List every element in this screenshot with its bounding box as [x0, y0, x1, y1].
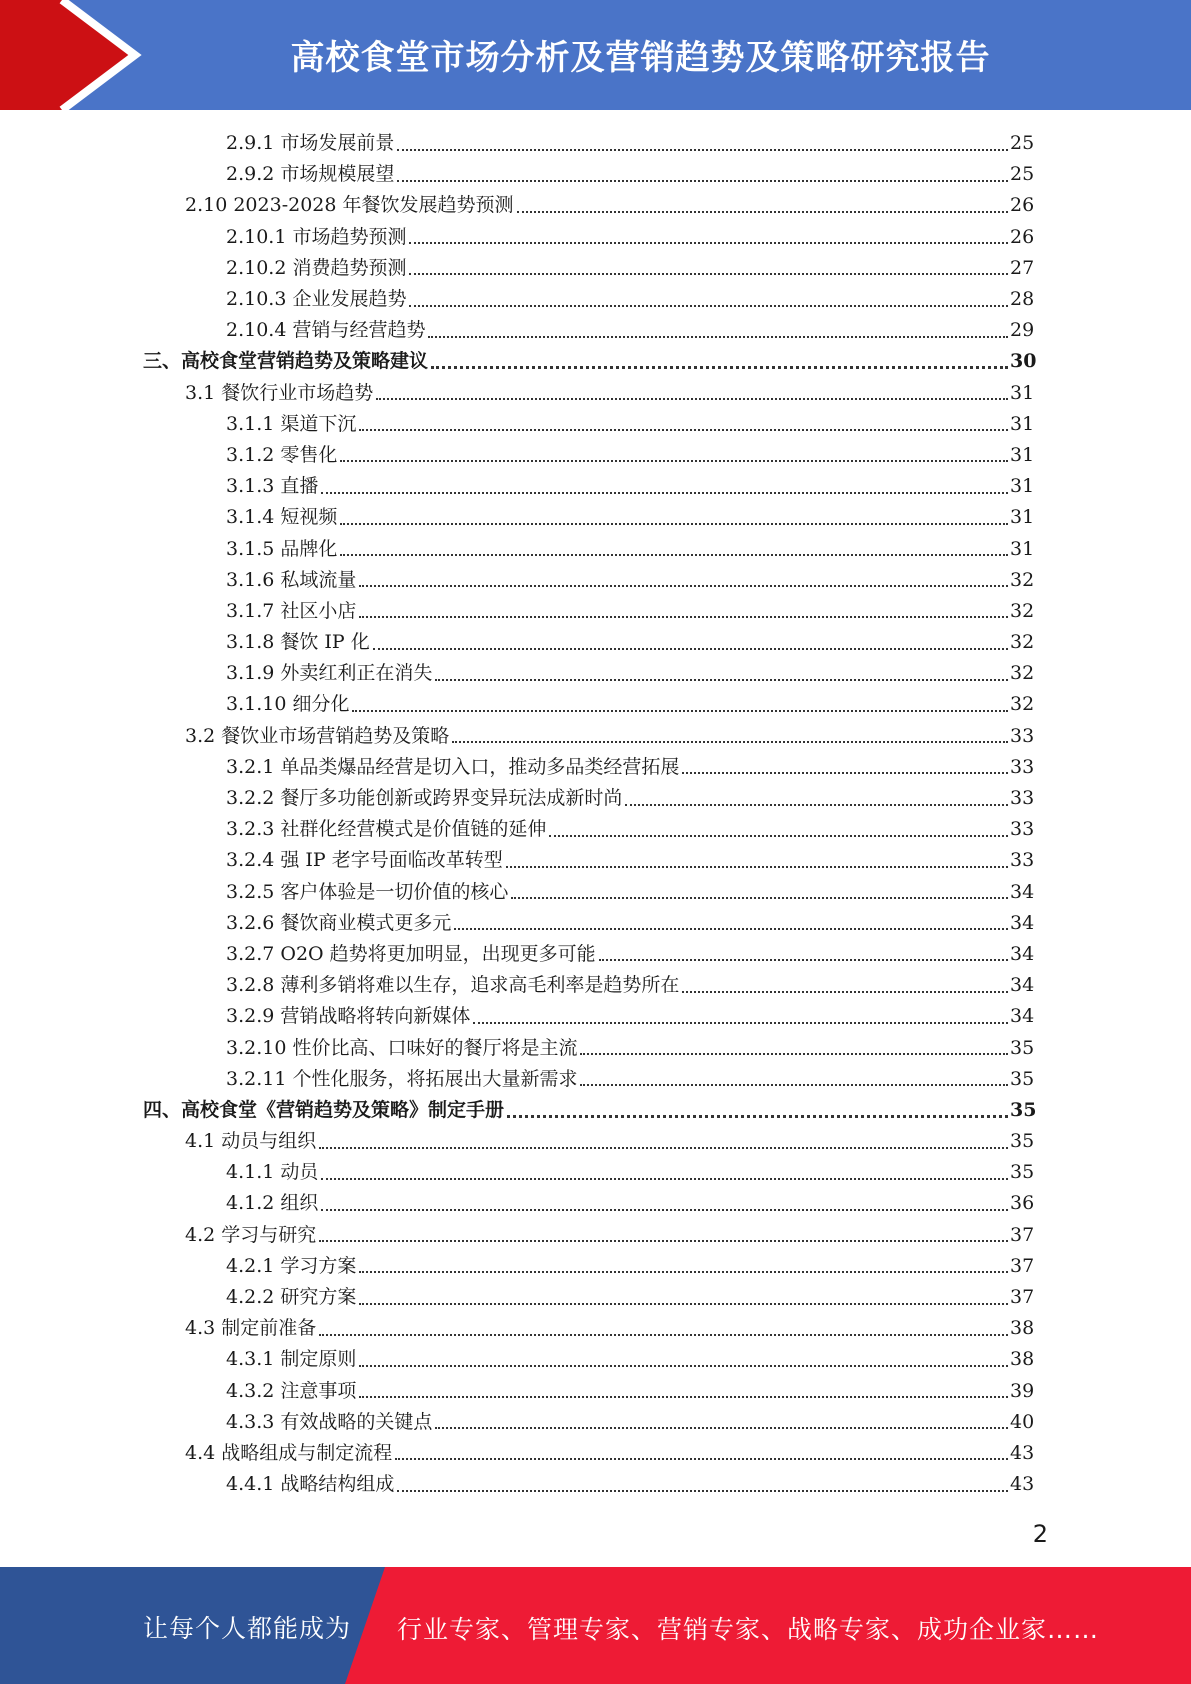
toc-entry[interactable] [0, 440, 1191, 471]
toc-entry-page: 32 [1010, 599, 1035, 622]
toc-dot-leader [359, 598, 1008, 618]
toc-entry-title: 3.2.10 性价比高、口味好的餐厅将是主流 [226, 1036, 578, 1059]
toc-entry[interactable] [0, 970, 1191, 1001]
toc-dot-leader [435, 1409, 1008, 1429]
toc-dot-leader [319, 1316, 1008, 1336]
toc-dot-leader [321, 474, 1008, 494]
toc-entry-title: 3.2.2 餐厅多功能创新或跨界变异玩法成新时尚 [226, 787, 623, 810]
toc-entry-page: 35 [1010, 1098, 1037, 1121]
toc-entry[interactable] [0, 814, 1191, 845]
toc-entry-page: 40 [1010, 1410, 1035, 1433]
toc-entry-page: 32 [1010, 568, 1035, 591]
toc-entry-title: 2.10.1 市场趋势预测 [226, 225, 407, 248]
toc-entry[interactable] [0, 596, 1191, 627]
toc-dot-leader [359, 1347, 1008, 1367]
toc-entry-page: 31 [1010, 381, 1035, 404]
toc-entry-page: 29 [1010, 319, 1035, 342]
toc-dot-leader [340, 536, 1008, 556]
toc-dot-leader [340, 505, 1008, 525]
toc-entry[interactable] [0, 128, 1191, 159]
toc-entry-title: 4.3.2 注意事项 [226, 1379, 357, 1402]
toc-entry-title: 2.10.4 营销与经营趋势 [226, 319, 426, 342]
toc-entry-page: 32 [1010, 693, 1035, 716]
toc-entry[interactable] [0, 565, 1191, 596]
toc-entry-page: 34 [1010, 911, 1035, 934]
toc-entry-title: 3.2.5 客户体验是一切价值的核心 [226, 880, 509, 903]
toc-entry-title: 3.2.7 O2O 趋势将更加明显，出现更多可能 [226, 942, 596, 965]
toc-entry-page: 33 [1010, 724, 1035, 747]
toc-dot-leader [435, 661, 1008, 681]
toc-entry[interactable] [0, 1001, 1191, 1032]
toc-entry[interactable] [0, 284, 1191, 315]
toc-entry-page: 38 [1010, 1317, 1035, 1340]
toc-entry-page: 43 [1010, 1441, 1035, 1464]
toc-entry[interactable] [0, 1126, 1191, 1157]
toc-entry-title: 3.1.9 外卖红利正在消失 [226, 662, 433, 685]
toc-entry-page: 35 [1010, 1161, 1035, 1184]
toc-dot-leader [397, 162, 1008, 182]
toc-dot-leader [409, 255, 1008, 275]
toc-dot-leader [473, 1004, 1008, 1024]
toc-entry-title: 4.4 战略组成与制定流程 [185, 1441, 393, 1464]
toc-entry-title: 3.1.8 餐饮 IP 化 [226, 631, 370, 654]
toc-entry-title: 4.2.1 学习方案 [226, 1254, 357, 1277]
toc-entry-title: 3.1.3 直播 [226, 475, 319, 498]
toc-entry[interactable] [0, 533, 1191, 564]
toc-dot-leader [625, 786, 1008, 806]
toc-entry[interactable] [0, 1344, 1191, 1375]
toc-entry[interactable] [0, 877, 1191, 908]
toc-entry[interactable] [0, 1313, 1191, 1344]
toc-entry[interactable] [0, 315, 1191, 346]
toc-dot-leader [549, 817, 1008, 837]
toc-entry-page: 27 [1010, 256, 1035, 279]
toc-dot-leader [517, 193, 1008, 213]
toc-entry-page: 31 [1010, 537, 1035, 560]
toc-entry-title: 3.2 餐饮业市场营销趋势及策略 [185, 724, 450, 747]
toc-entry[interactable] [0, 1064, 1191, 1095]
toc-entry[interactable] [0, 752, 1191, 783]
toc-entry-page: 25 [1010, 163, 1035, 186]
toc-entry-title: 3.2.8 薄利多销将难以生存，追求高毛利率是趋势所在 [226, 974, 680, 997]
toc-entry-page: 30 [1010, 350, 1037, 373]
toc-entry-title: 2.10 2023-2028 年餐饮发展趋势预测 [185, 194, 514, 217]
toc-entry-page: 32 [1010, 631, 1035, 654]
toc-dot-leader [359, 1378, 1008, 1398]
toc-dot-leader [580, 1066, 1008, 1086]
report-title: 高校食堂市场分析及营销趋势及策略研究报告 [290, 38, 991, 78]
toc-dot-leader [359, 1253, 1008, 1273]
footer-roles: 行业专家、管理专家、营销专家、战略专家、成功企业家…… [397, 1615, 1100, 1644]
toc-dot-leader [373, 630, 1008, 650]
toc-dot-leader [359, 411, 1008, 431]
toc-entry-page: 32 [1010, 662, 1035, 685]
toc-entry[interactable] [0, 783, 1191, 814]
toc-entry-page: 37 [1010, 1254, 1035, 1277]
toc-entry[interactable] [0, 627, 1191, 658]
toc-entry-title: 3.2.6 餐饮商业模式更多元 [226, 911, 452, 934]
toc-entry-title: 4.2 学习与研究 [185, 1223, 317, 1246]
toc-entry-page: 35 [1010, 1036, 1035, 1059]
toc-entry-title: 3.2.9 营销战略将转向新媒体 [226, 1005, 471, 1028]
toc-dot-leader [352, 692, 1008, 712]
toc-entry-title: 2.10.2 消费趋势预测 [226, 256, 407, 279]
toc-entry-title: 3.1 餐饮行业市场趋势 [185, 381, 374, 404]
toc-entry[interactable] [0, 1095, 1191, 1126]
toc-entry[interactable] [0, 1376, 1191, 1407]
toc-entry-title: 3.2.4 强 IP 老字号面临改革转型 [226, 849, 503, 872]
toc-entry-title: 2.9.1 市场发展前景 [226, 132, 395, 155]
toc-entry-title: 3.2.1 单品类爆品经营是切入口，推动多品类经营拓展 [226, 755, 680, 778]
toc-entry-title: 3.1.10 细分化 [226, 693, 350, 716]
toc-entry-title: 2.10.3 企业发展趋势 [226, 288, 407, 311]
toc-entry[interactable] [0, 190, 1191, 221]
toc-entry-page: 35 [1010, 1130, 1035, 1153]
toc-dot-leader [321, 1191, 1008, 1211]
toc-entry-page: 31 [1010, 443, 1035, 466]
toc-entry[interactable] [0, 721, 1191, 752]
toc-entry[interactable] [0, 378, 1191, 409]
toc-entry-title: 4.1 动员与组织 [185, 1130, 317, 1153]
toc-entry[interactable] [0, 1220, 1191, 1251]
toc-dot-leader [682, 973, 1008, 993]
toc-dot-leader [359, 567, 1008, 587]
toc-entry-title: 3.1.6 私域流量 [226, 568, 357, 591]
toc-entry-title: 4.4.1 战略结构组成 [226, 1473, 395, 1496]
toc-dot-leader [409, 287, 1008, 307]
toc-entry-title: 3.1.5 品牌化 [226, 537, 338, 560]
toc-dot-leader [397, 131, 1008, 151]
toc-entry[interactable] [0, 1032, 1191, 1063]
toc-entry[interactable] [0, 1407, 1191, 1438]
toc-entry-page: 35 [1010, 1067, 1035, 1090]
toc-dot-leader [319, 1129, 1008, 1149]
toc-entry-title: 4.3.3 有效战略的关键点 [226, 1410, 433, 1433]
toc-dot-leader [507, 1097, 1008, 1118]
toc-entry-title: 2.9.2 市场规模展望 [226, 163, 395, 186]
toc-entry-title: 3.2.3 社群化经营模式是价值链的延伸 [226, 818, 547, 841]
toc-entry-page: 34 [1010, 880, 1035, 903]
toc-entry-title: 3.1.7 社区小店 [226, 599, 357, 622]
toc-dot-leader [682, 754, 1008, 774]
toc-entry-page: 31 [1010, 506, 1035, 529]
toc-entry[interactable] [0, 845, 1191, 876]
toc-dot-leader [454, 910, 1008, 930]
table-of-contents [0, 128, 1191, 1500]
footer-slogan: 让每个人都能成为 [143, 1614, 352, 1643]
toc-entry[interactable] [0, 471, 1191, 502]
toc-entry[interactable] [0, 253, 1191, 284]
toc-entry-page: 33 [1010, 787, 1035, 810]
toc-entry-page: 33 [1010, 849, 1035, 872]
toc-dot-leader [376, 380, 1008, 400]
toc-dot-leader [395, 1440, 1008, 1460]
toc-entry-title: 3.1.2 零售化 [226, 443, 338, 466]
toc-dot-leader [452, 723, 1008, 743]
toc-entry-page: 36 [1010, 1192, 1035, 1215]
toc-entry-title: 三、高校食堂营销趋势及策略建议 [143, 350, 429, 373]
toc-dot-leader [397, 1472, 1008, 1492]
toc-entry[interactable] [0, 346, 1191, 377]
toc-entry-page: 28 [1010, 288, 1035, 311]
toc-entry[interactable] [0, 222, 1191, 253]
toc-entry[interactable] [0, 689, 1191, 720]
toc-entry-page: 33 [1010, 818, 1035, 841]
toc-entry-title: 四、高校食堂《营销趋势及策略》制定手册 [143, 1098, 505, 1121]
toc-entry-title: 4.1.1 动员 [226, 1161, 319, 1184]
toc-entry[interactable] [0, 939, 1191, 970]
toc-entry[interactable] [0, 502, 1191, 533]
page-number: 2 [1032, 1520, 1048, 1548]
toc-entry-page: 31 [1010, 475, 1035, 498]
toc-entry-page: 31 [1010, 412, 1035, 435]
toc-entry-page: 33 [1010, 755, 1035, 778]
toc-entry-page: 37 [1010, 1286, 1035, 1309]
toc-entry-title: 4.1.2 组织 [226, 1192, 319, 1215]
toc-entry[interactable] [0, 658, 1191, 689]
toc-entry-page: 39 [1010, 1379, 1035, 1402]
toc-entry[interactable] [0, 1157, 1191, 1188]
toc-entry[interactable] [0, 1438, 1191, 1469]
toc-dot-leader [321, 1160, 1008, 1180]
footer-banner [0, 1567, 1191, 1684]
toc-entry[interactable] [0, 409, 1191, 440]
toc-entry[interactable] [0, 1188, 1191, 1219]
toc-entry-title: 4.2.2 研究方案 [226, 1286, 357, 1309]
toc-entry[interactable] [0, 1282, 1191, 1313]
toc-entry-page: 26 [1010, 194, 1035, 217]
toc-entry[interactable] [0, 1469, 1191, 1500]
toc-entry-page: 38 [1010, 1348, 1035, 1371]
toc-entry[interactable] [0, 1251, 1191, 1282]
toc-entry-page: 43 [1010, 1473, 1035, 1496]
toc-dot-leader [359, 1285, 1008, 1305]
toc-entry-page: 34 [1010, 942, 1035, 965]
toc-entry-page: 34 [1010, 1005, 1035, 1028]
toc-dot-leader [431, 348, 1008, 369]
toc-entry-page: 37 [1010, 1223, 1035, 1246]
toc-dot-leader [409, 224, 1008, 244]
toc-entry-title: 3.1.4 短视频 [226, 506, 338, 529]
toc-entry-title: 4.3.1 制定原则 [226, 1348, 357, 1371]
toc-entry-page: 25 [1010, 132, 1035, 155]
toc-dot-leader [340, 442, 1008, 462]
toc-dot-leader [580, 1035, 1008, 1055]
toc-entry-page: 26 [1010, 225, 1035, 248]
toc-dot-leader [511, 879, 1008, 899]
header-banner [0, 0, 1191, 110]
toc-dot-leader [599, 941, 1008, 961]
toc-entry-page: 34 [1010, 974, 1035, 997]
toc-dot-leader [506, 848, 1008, 868]
toc-entry-title: 4.3 制定前准备 [185, 1317, 317, 1340]
toc-entry-title: 3.2.11 个性化服务，将拓展出大量新需求 [226, 1067, 578, 1090]
toc-dot-leader [319, 1222, 1008, 1242]
toc-dot-leader [428, 318, 1008, 338]
toc-entry[interactable] [0, 908, 1191, 939]
toc-entry[interactable] [0, 159, 1191, 190]
toc-entry-title: 3.1.1 渠道下沉 [226, 412, 357, 435]
